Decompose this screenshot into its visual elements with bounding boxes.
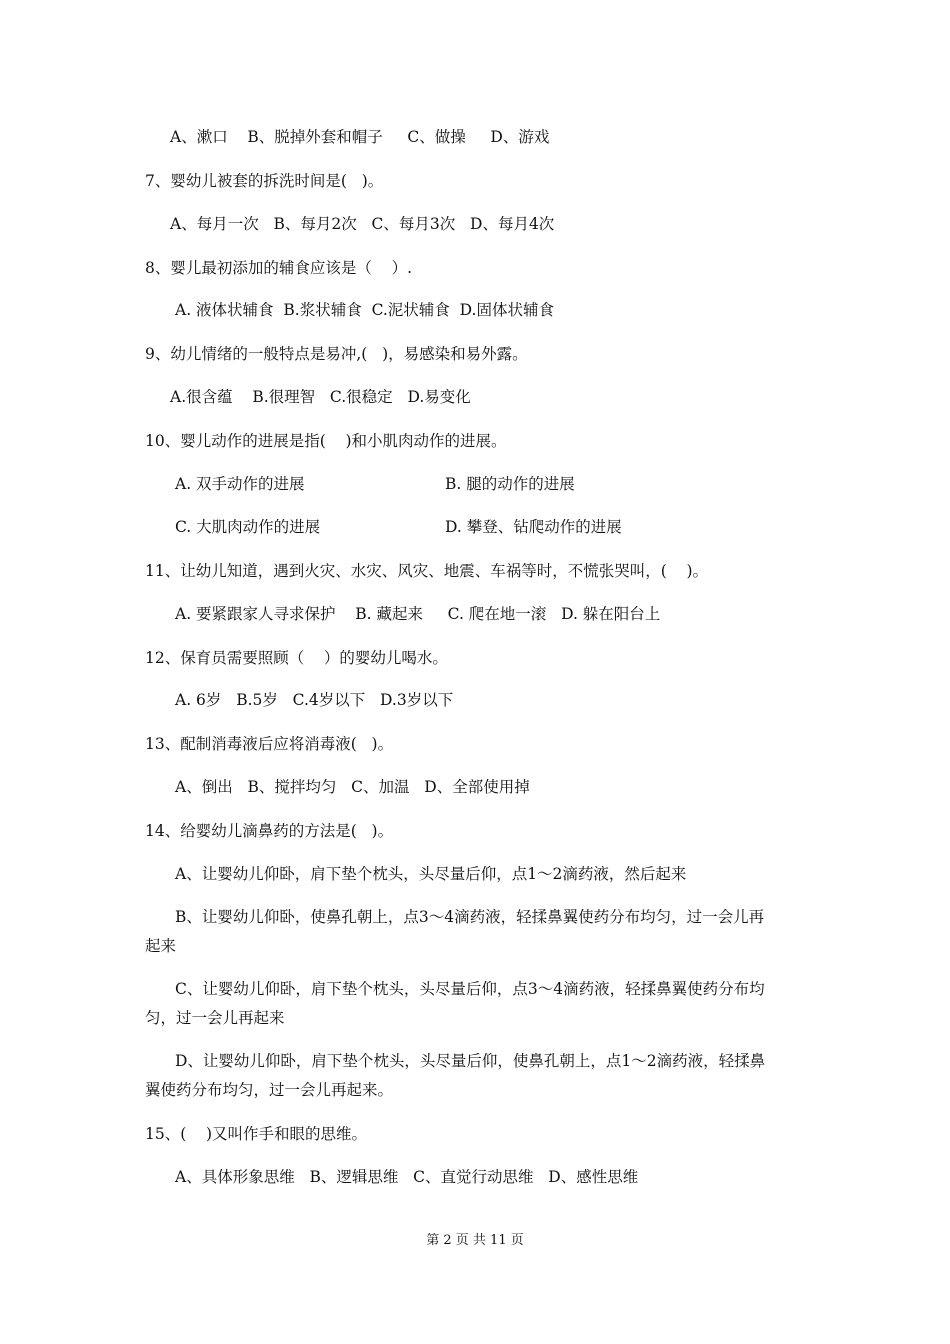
question-13: 13、配制消毒液后应将消毒液( )。 [145, 735, 394, 753]
question-7: 7、婴幼儿被套的拆洗时间是( )。 [145, 172, 384, 190]
q14-option-c-cont: 匀，过一会儿再起来 [145, 1009, 285, 1027]
q10-option-c: C. 大肌肉动作的进展 [175, 518, 321, 536]
q7-options: A、每月一次 B、每月2次 C、每月3次 D、每月4次 [170, 215, 555, 233]
q11-options: A. 要紧跟家人寻求保护 B. 藏起来 C. 爬在地一滚 D. 躲在阳台上 [175, 605, 661, 623]
question-11: 11、让幼儿知道，遇到火灾、水灾、风灾、地震、车祸等时，不慌张哭叫，( )。 [145, 562, 709, 580]
q14-option-d-cont: 翼使药分布均匀，过一会儿再起来。 [145, 1081, 394, 1099]
q14-option-b-cont: 起来 [145, 937, 177, 955]
q8-options: A. 液体状辅食 B.浆状辅食 C.泥状辅食 D.固体状辅食 [175, 301, 554, 319]
q14-option-b: B、让婴幼儿仰卧，使鼻孔朝上，点3～4滴药液，轻揉鼻翼使药分布均匀，过一会儿再 [175, 908, 765, 926]
q13-options: A、倒出 B、搅拌均匀 C、加温 D、全部使用掉 [175, 778, 530, 796]
page-footer: 第 2 页 共 11 页 [426, 1233, 524, 1248]
question-12: 12、保育员需要照顾（ ）的婴幼儿喝水。 [145, 649, 448, 667]
question-14: 14、给婴幼儿滴鼻药的方法是( )。 [145, 822, 394, 840]
q10-option-d: D. 攀登、钻爬动作的进展 [445, 518, 622, 536]
q6-options: A、漱口 B、脱掉外套和帽子 C、做操 D、游戏 [170, 128, 550, 146]
q14-option-c: C、让婴幼儿仰卧，肩下垫个枕头，头尽量后仰，点3～4滴药液，轻揉鼻翼使药分布均 [175, 980, 765, 998]
q14-option-a: A、让婴幼儿仰卧，肩下垫个枕头，头尽量后仰，点1～2滴药液，然后起来 [175, 865, 687, 883]
q10-option-b: B. 腿的动作的进展 [445, 475, 575, 493]
question-10: 10、婴儿动作的进展是指( )和小肌肉动作的进展。 [145, 432, 507, 450]
q9-options: A.很含蕴 B.很理智 C.很稳定 D.易变化 [170, 388, 471, 406]
question-8: 8、婴儿最初添加的辅食应该是（ ）. [145, 259, 412, 277]
q12-options: A. 6岁 B.5岁 C.4岁以下 D.3岁以下 [175, 691, 454, 709]
q14-option-d: D、让婴幼儿仰卧，肩下垫个枕头，头尽量后仰，使鼻孔朝上，点1～2滴药液，轻揉鼻 [175, 1052, 766, 1070]
question-9: 9、幼儿情绪的一般特点是易冲,( )，易感染和易外露。 [145, 345, 528, 363]
q15-options: A、具体形象思维 B、逻辑思维 C、直觉行动思维 D、感性思维 [175, 1168, 639, 1186]
question-15: 15、( )又叫作手和眼的思维。 [145, 1125, 368, 1143]
q10-option-a: A. 双手动作的进展 [175, 475, 305, 493]
